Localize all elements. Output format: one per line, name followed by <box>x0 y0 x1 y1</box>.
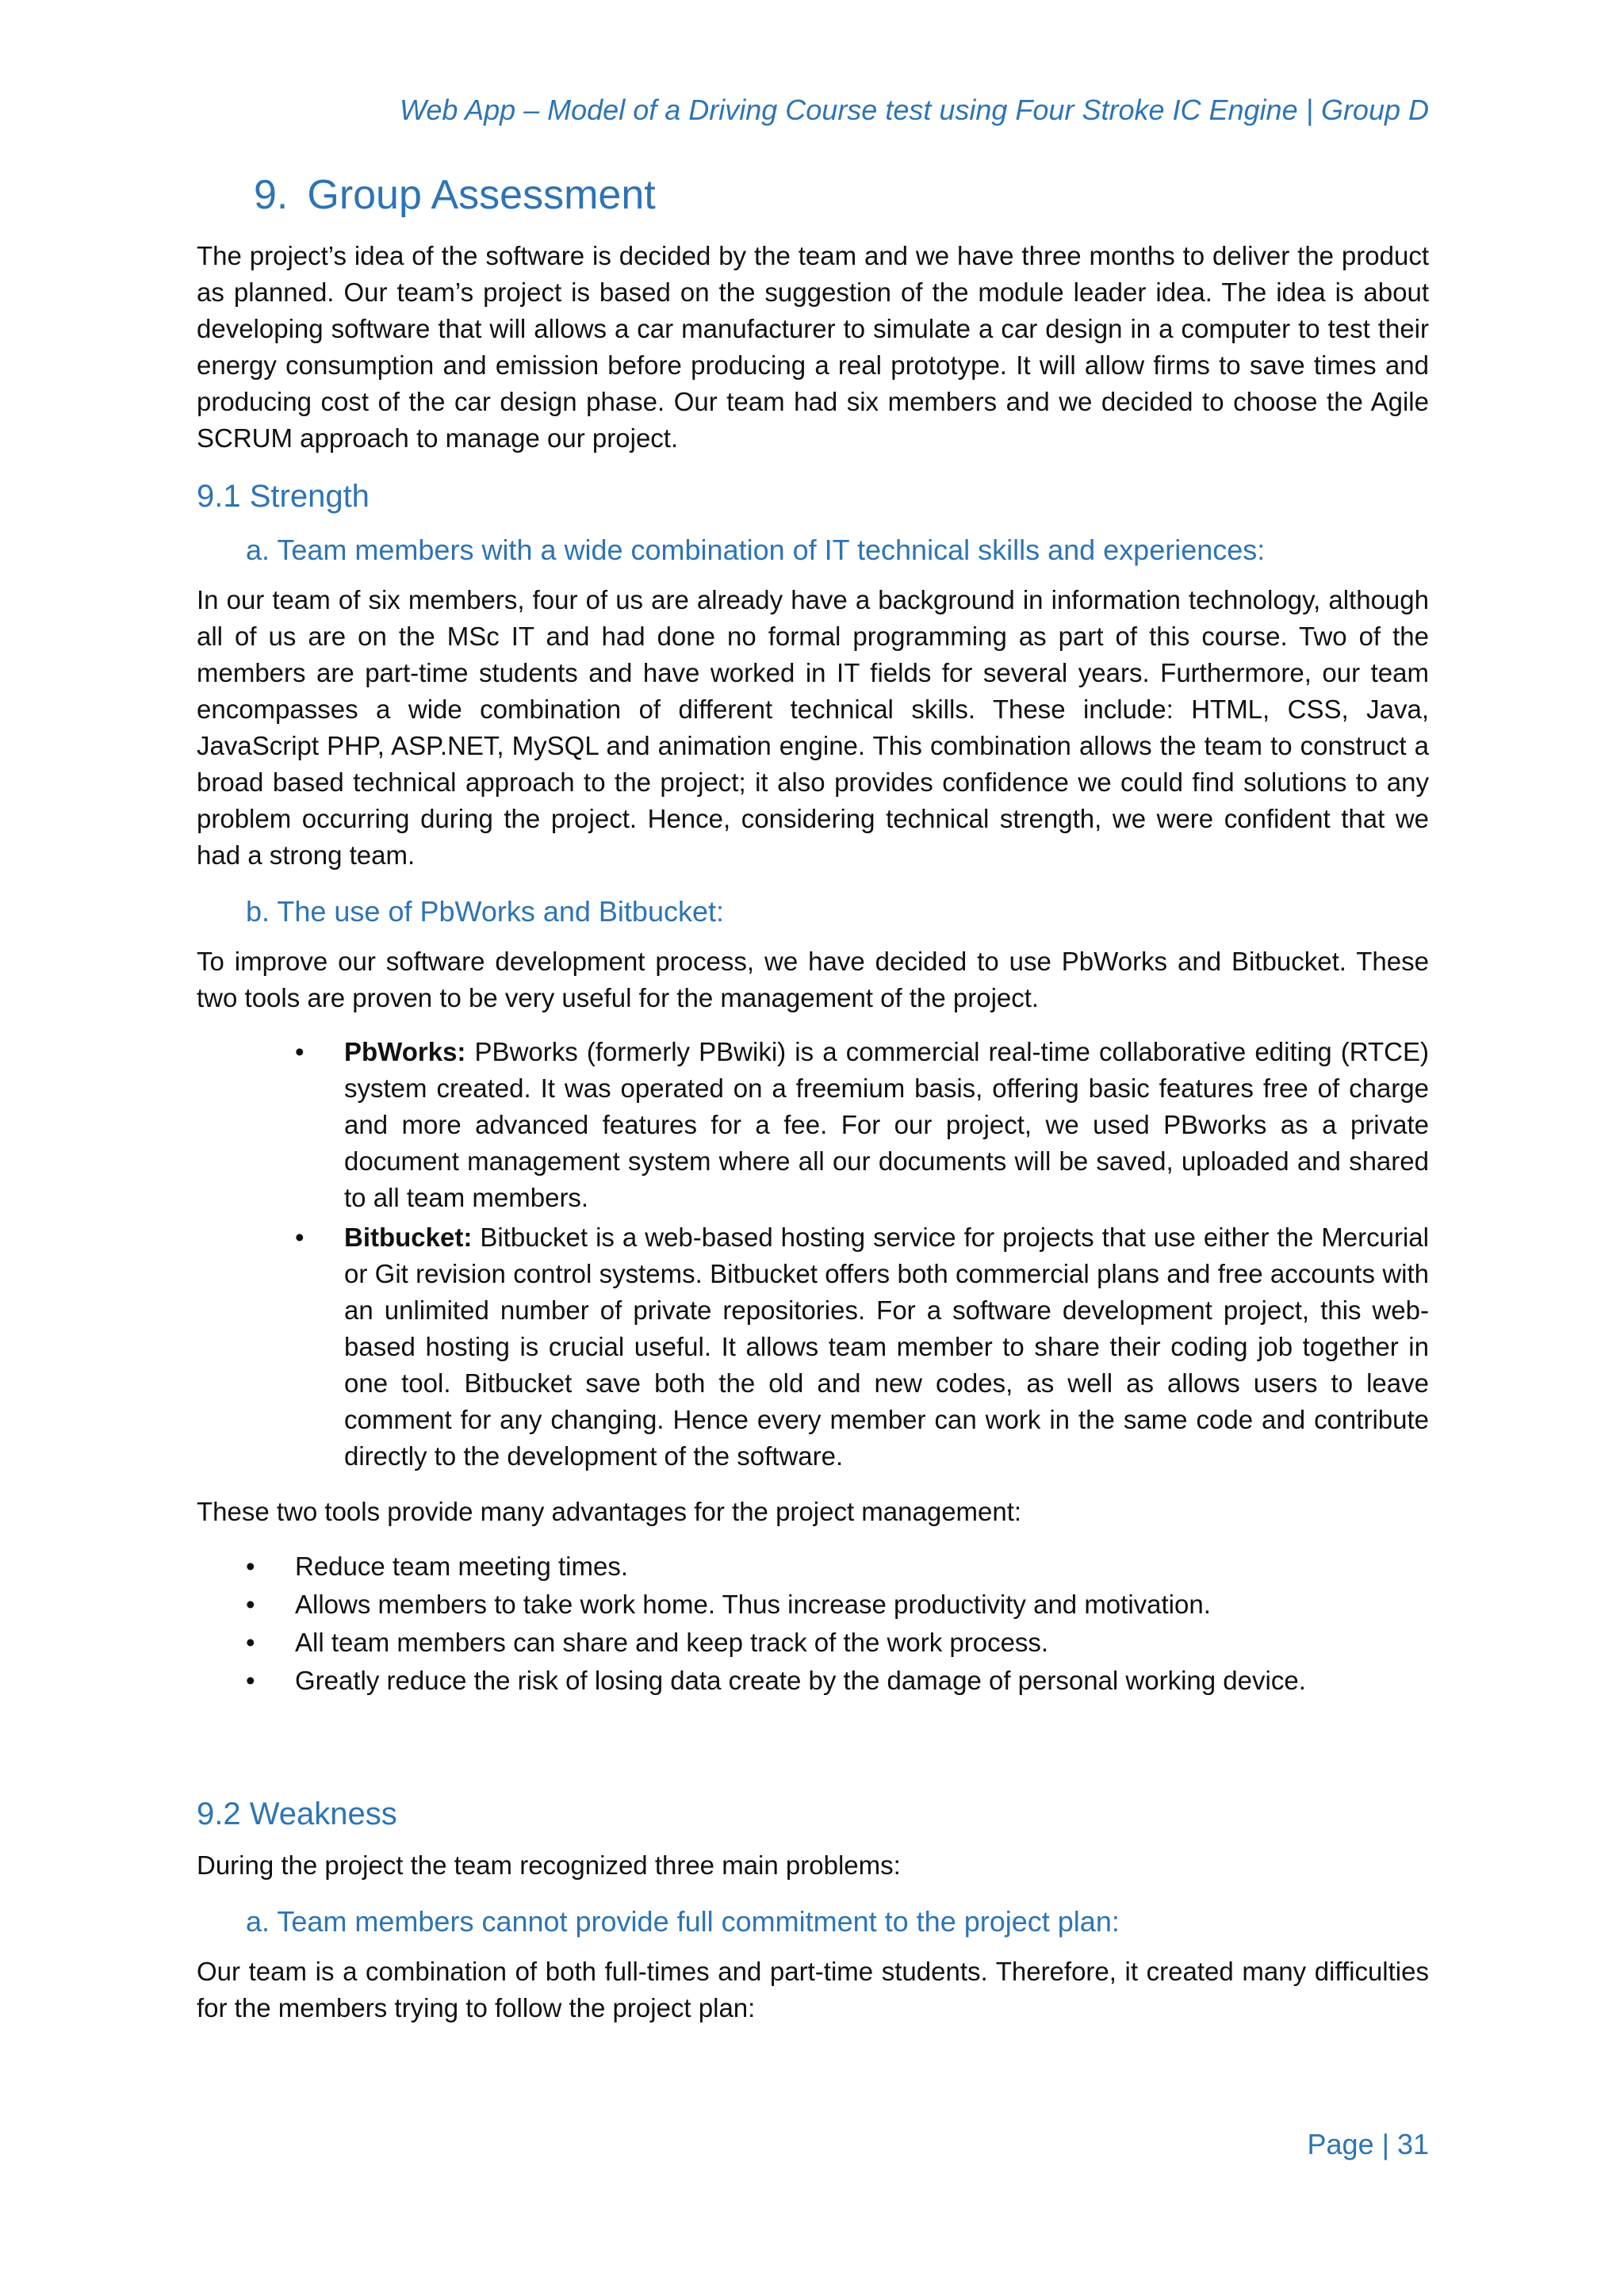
section-title-text: Group Assessment <box>307 172 656 218</box>
page-footer <box>1308 2128 1429 2161</box>
page-label: Page <box>1307 2128 1374 2160</box>
strength-b-heading: b. The use of PbWorks and Bitbucket: <box>246 895 724 928</box>
tool-item-bitbucket <box>197 1219 1429 1475</box>
tools-list <box>197 1034 1429 1475</box>
list-item: • Allows members to take work home. Thus increase productivity and motivation. <box>197 1586 1429 1624</box>
strength-b-text: To improve our software development process, we have decided to use PbWorks and Bitbucket. These two tools are proven to be very useful for the management of the project. <box>197 947 1429 1012</box>
list-item: • Greatly reduce the risk of losing data create by the damage of personal working device. <box>197 1662 1429 1700</box>
section-number: 9. <box>254 172 289 218</box>
weakness-a-text: Our team is a combination of both full-times and part-time students. Therefore, it created many difficulties for the members trying to follow the project plan: <box>197 1957 1429 2022</box>
tool-description: Bitbucket is a web-based hosting service for projects that use either the Mercurial or Git revision control systems. Bitbucket offers both commercial plans and free accounts with an unlimited number of private repositories. For a software development project, this web-based hosting is crucial useful. It allows team member to share their coding job together in one tool. Bitbucket save both the old and new codes, as well as allows users to leave comment for any changing. Hence every member can work in the same code and contribute directly to the development of the software. <box>344 1223 1429 1471</box>
strength-a-text: In our team of six members, four of us are already have a background in information technology, although all of us are on the MSc IT and had done no formal programming as part of this course. Two of the members are part-time students and have worked in IT fields for several years. Furthermore, our team encompasses a wide combination of different technical skills. These include: HTML, CSS, Java, JavaScript PHP, ASP.NET, MySQL and animation engine. This combination allows the team to construct a broad based technical approach to the project; it also provides confidence we could find solutions to any problem occurring during the project. Hence, considering technical strength, we were confident that we had a strong team. <box>197 585 1429 870</box>
tool-item-pbworks <box>197 1034 1429 1216</box>
page-number: 31 <box>1396 2128 1429 2160</box>
tool-name: Bitbucket: <box>344 1223 473 1252</box>
strength-heading: 9.1 Strength <box>197 479 370 514</box>
list-item: • All team members can share and keep track of the work process. <box>197 1624 1429 1662</box>
section-title <box>254 166 1429 224</box>
tool-name: PbWorks: <box>344 1037 466 1066</box>
tool-description: PBworks (formerly PBwiki) is a commercial real-time collaborative editing (RTCE) system created. It was operated on a freemium basis, offering basic features free of charge and more advanced features for a fee. For our project, we used PBworks as a private document management system where all our documents will be saved, uploaded and shared to all team members. <box>344 1037 1429 1212</box>
section-intro: The project’s idea of the software is decided by the team and we have three months to deliver the product as planned. Our team’s project is based on the suggestion of the module leader idea. The idea is about developing software that will allows a car manufacturer to simulate a car design in a computer to test their energy consumption and emission before producing a real prototype. It will allow firms to save times and producing cost of the car design phase. Our team had six members and we decided to choose the Agile SCRUM approach to manage our project. <box>197 241 1429 453</box>
page-content <box>197 166 1429 2044</box>
page-separator: | <box>1381 2128 1389 2160</box>
strength-a-heading: a. Team members with a wide combination of IT technical skills and experiences: <box>246 534 1266 566</box>
spacer <box>197 1719 1429 1782</box>
weakness-intro: During the project the team recognized three main problems: <box>197 1850 901 1880</box>
weakness-a-heading: a. Team members cannot provide full commitment to the project plan: <box>246 1905 1120 1938</box>
running-header: Web App – Model of a Driving Course test using Four Stroke IC Engine | Group D <box>400 94 1429 126</box>
weakness-heading: 9.2 Weakness <box>197 1797 397 1831</box>
advantages-list <box>197 1548 1429 1700</box>
list-item: • Reduce team meeting times. <box>197 1548 1429 1586</box>
advantages-intro: These two tools provide many advantages for the project management: <box>197 1497 1022 1526</box>
